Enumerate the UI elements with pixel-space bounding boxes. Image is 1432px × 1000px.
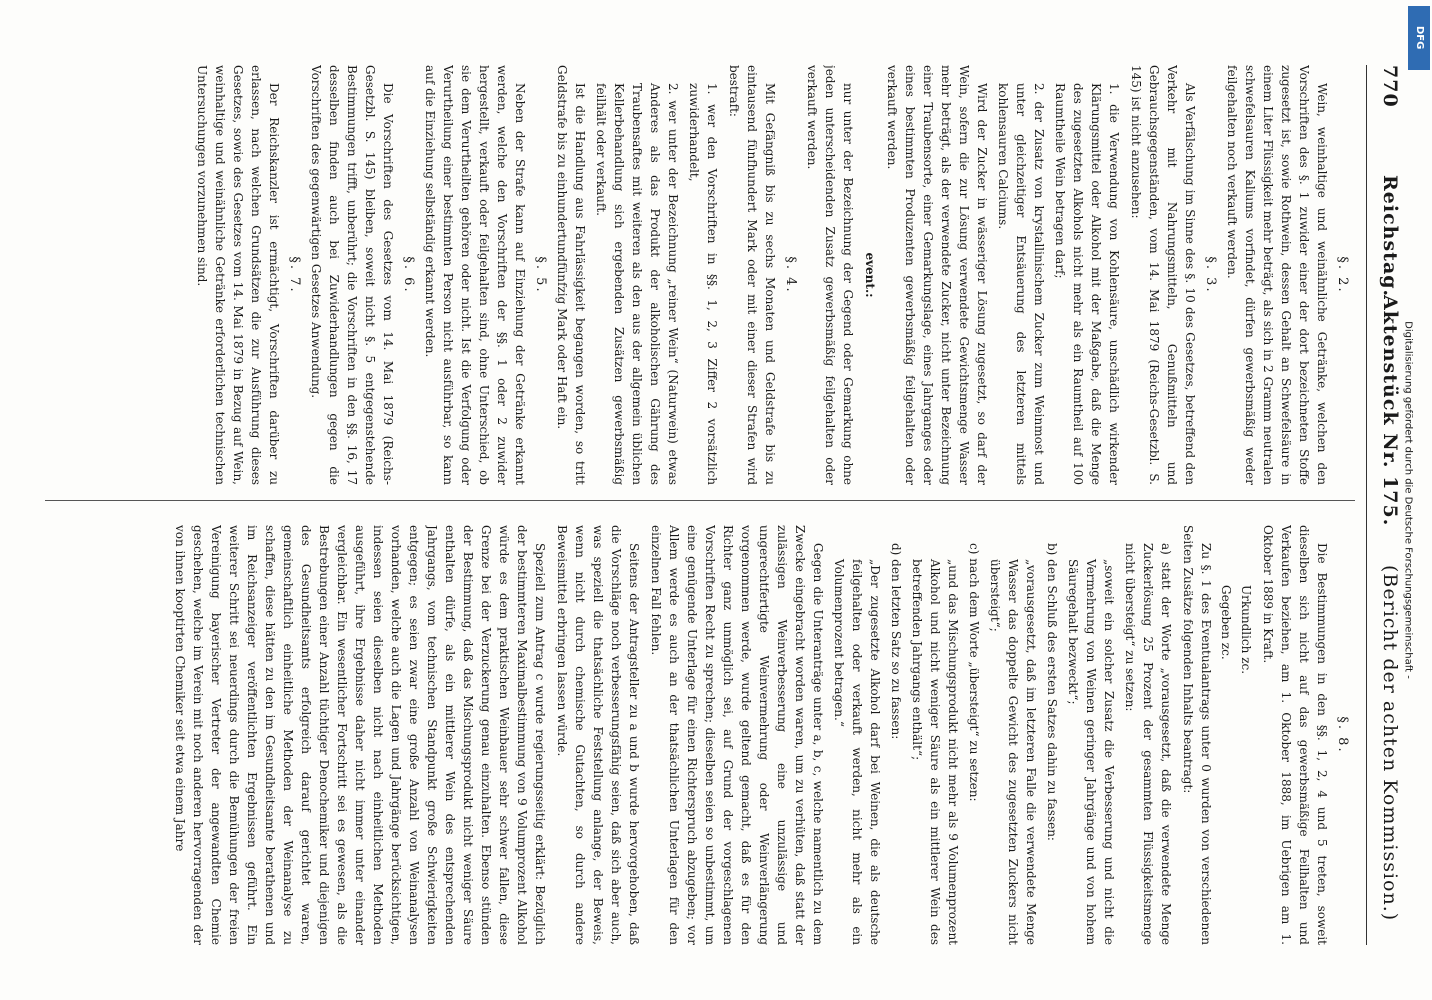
left-column-sec: §. 4. (783, 256, 798, 294)
right-column-quote: „soweit ein solcher Zusatz die Verbesserung und nicht die Vermehrung von Weinen geringer Jahrgänge und von hohem Säuregehalt bezweckt“; (1066, 559, 1116, 945)
header-left: Reichstag. (1379, 175, 1401, 298)
right-column-item: c) nach dem Worte „übersteigt“ zu setzen: (967, 543, 981, 802)
right-column (35, 525, 1355, 945)
right-column-quote: „Der zugesetzte Alkohol darf bei Weinen, die als deutsche feilgehalten oder verkauft werden, nicht mehr als ein Volumenprozent betragen.“ (832, 559, 882, 945)
left-column (35, 65, 1355, 485)
left-column-para: Der Reichskanzler ist ermächtigt, Vorschriften darüber zu erlassen, nach welchen Grundsätzen die zur Ausführung dieses Gesetzes, sowie des Gesetzes vom 14. Mai 1879 in Bezug auf Wein, weinhaltige und weinähnliche Getränke erforderlichen technischen Untersuchungen vorzunehmen sind. (195, 65, 281, 485)
right-column-quote: „und das Mischungsprodukt nicht mehr als 9 Volumenprozent Alkohol und nicht weniger Säure als ein mittlerer Wein des betreffenden Jahrgangs enthält“; (910, 559, 960, 945)
right-column-sig: Gegeben zc. (1219, 585, 1233, 660)
right-column-para: Seitens der Antragsteller zu a und b wurde hervorgehoben, daß die Vorschläge noch verbesserungsfähig seien, daß sich aber auch, was speziell die thatsächliche Feststellung anlange, der Beweis, wenn nicht durch chemische Gutachten, so durch andere Beweismittel erbringen lassen würde. (555, 525, 641, 945)
right-column-item: b) den Schluß des ersten Satzes dahin zu fassen: (1045, 543, 1059, 841)
dfg-logo: DFG (1408, 6, 1430, 70)
running-head (1365, 5, 1405, 995)
right-column-para: Gegen die Unteranträge unter a, b, c, welche namentlich zu dem Zwecke eingebracht worden waren, um zu verhüten, daß statt der zulässigen Weinverbesserung eine unzulässige und ungerechtfertigte Weinvermehrung oder Weinverlängerung vorgenommen werde, wurde geltend gemacht, daß es für den Richter ganz unmöglich sei, auf Grund der vorgeschlagenen Vorschriften Recht zu sprechen; dieselben seien so unbestimmt, um eine genügende Unterlage für einen Richterspruch abzugeben; vor Allem werde es auch an der thatsächlichen Unterlagen für den einzelnen Fall fehlen. (649, 525, 825, 945)
header-middle: Aktenstück Nr. 175. (1379, 295, 1401, 527)
column-separator (45, 500, 1355, 501)
right-column-sig: Urkundlich zc. (1239, 585, 1253, 675)
left-column-sec: §. 6. (401, 256, 416, 294)
digitization-credit: Digitalisierung gefördert durch die Deutsche Forschungsgemeinschaft - (1402, 321, 1414, 679)
right-column-quote: „vorausgesetzt, daß im letzteren Falle die verwendete Menge Wasser das doppelte Gewicht des zugesetzten Zuckers nicht übersteigt“; (988, 559, 1038, 945)
left-column-item: 1. wer den Vorschriften in §§. 1, 2, 3 Ziffer 2 vorsätzlich zuwiderhandelt, (687, 83, 719, 485)
right-column-item: a) statt der Worte „vorausgesetzt, daß die verwendete Menge Zuckerlösung 25 Prozent der gesammten Flüssigkeitsmenge nicht übersteigt“ zu setzen: (1123, 543, 1173, 945)
header-rule (1366, 65, 1367, 945)
left-column-sec: §. 7. (287, 256, 302, 294)
right-column-item: d) den letzten Satz so zu fassen: (889, 543, 903, 740)
left-column-item: 1. die Verwendung von Kohlensäure, unschädlich wirkender Klärungsmittel oder Alkohol mit der Maßgabe, daß die Menge des zugesetzten Alkohols nicht mehr als ein Raumtheil auf 100 Raumtheile Wein betragen darf; (1053, 83, 1121, 485)
left-column-para: Wird der Zucker in wässeriger Lösung zugesetzt, so darf der Wein, sofern die zur Lösung verwendete Gewichtsmenge Wasser mehr beträgt, als der verwendete Zucker, nicht unter Bezeichnung einer Traubensorte, einer Gemarkungslage, eines Jahrganges oder eines bestimmten Produzenten gewerbsmäßig feilgehalten oder verkauft werden. (885, 65, 989, 485)
left-column-para: Als Verfälschung im Sinne des §. 10 des Gesetzes, betreffend den Verkehr mit Nahrungsmitteln, Genußmitteln und Gebrauchsgegenständen, vom 14. Mai 1879 (Reichs-Gesetzbl. S. 145) ist nicht anzusehen: (1129, 65, 1197, 485)
right-column-para: Zu §. 1 des Eventualantrags unter 0 wurden von verschiedenen Seiten Zusätze folgenden Inhalts beantragt: (1181, 525, 1213, 945)
page-number: 770 (1379, 65, 1401, 108)
left-column-para: nur unter der Bezeichnung der Gegend oder Gemarkung ohne jeden unterscheidenden Zusatz gewerbsmäßig feilgehalten oder verkauft werden. (805, 65, 855, 485)
right-column-para: Speziell zum Antrag c wurde regierungsseitig erklärt: Bezüglich der bestimmteren Maximalbestimmung von 9 Volumprozent Alkohol würde es dem praktischen Weinbauer sehr schwer fallen, diese Grenze bei der Verzuckerung genau einzuhalten. Ebenso stünden der Bestimmung, daß das Mischungsprodukt nicht weniger Säure enthalten dürfe, als ein mittlerer Wein des entsprechenden Jahrgangs, vom technischen Standpunkt große Schwierigkeiten entgegen; es seien zwar eine große Anzahl von Weinanalysen vorhanden, welche auch die Lagen und Jahrgänge berücksichtigen, indessen seien dieselben nicht nach einheitlichen Methoden ausgeführt, ihre Ergebnisse daher nicht immer unter einander vergleichbar. Ein wesentlicher Fortschritt sei es gewesen, als die Bestrebungen einer Anzahl tüchtiger Denochemiker und diejenigen des Gesundheitsamts erfolgreich darauf gerichtet waren, gemeinschaftlich einheitliche Methoden der Weinanalyse zu schaffen, diese hätten zu den im Gesundheitsamte berathenen und im Reichsanzeiger veröffentlichten Ergebnissen geführt. Ein weiterer Schritt sei neuerdings durch die Bemühungen der freien Vereinigung bayerischer Vertreter der angewandten Chemie geschehen, welche im Verein mit noch anderen hervorragenden der von ihnen kooptirten Chemiker seit etwa einem Jahre (173, 525, 547, 945)
left-column-item: 2. wer unter der Bezeichnung „reiner Wein“ (Naturwein) etwas Anderes als das Produkt der alkoholischen Gährung des Traubensaftes mit weiteren als den aus der allgemein üblichen Kellerbehandlung sich ergebenden Zusätzen gewerbsmäßig feilhält oder verkauft. (594, 83, 680, 485)
printed-page (21, 5, 1411, 995)
right-column-sec: §. 8. (1335, 716, 1350, 754)
right-column-para: Die Bestimmungen in den §§. 1, 2, 4 und 5 treten, soweit dieselben sich nicht auf das gewerbsmäßige Feilhalten und Verkaufen beziehen, am 1. Oktober 1888, im Uebrigen am 1. Oktober 1889 in Kraft. (1261, 525, 1329, 945)
left-column-para: Neben der Strafe kann auf Einziehung der Getränke erkannt werden, welche den Vorschriften der §§. 1 oder 2 zuwider hergestellt, verkauft oder feilgehalten sind, ohne Unterschied, ob sie dem Verurtheilten gehören oder nicht. Ist die Verfolgung oder Verurtheilung einer bestimmten Person nicht ausführbar, so kann auf die Einziehung selbständig erkannt werden. (423, 65, 527, 485)
left-column-para: Ist die Handlung aus Fahrlässigkeit begangen worden, so tritt Geldstrafe bis zu einhundertundfünfzig Mark oder Haft ein. (555, 65, 587, 485)
left-column-para: Wein, weinhaltige und weinähnliche Getränke, welchen den Vorschriften des §. 1 zuwider einer der dort bezeichneten Stoffe zugesetzt ist, sowie Rothwein, dessen Gehalt an Schwefelsäure in einem Liter Flüssigkeit mehr beträgt, als sich in 2 Gramm neutralen schwefelsauren Kaliums vorfindet, dürfen gewerbsmäßig weder feilgehalten noch verkauft werden. (1225, 65, 1329, 485)
left-column-item: 2. der Zusatz von krystallinischem Zucker zum Weinmost und unter gleichzeitiger Entsäuerung des letzteren mittels kohlensauren Calciums. (996, 83, 1046, 485)
left-column-sec: §. 5. (533, 256, 548, 294)
left-column-sec: §. 3. (1203, 256, 1218, 294)
left-column-para: Mit Gefängniß bis zu sechs Monaten und Geldstrafe bis zu eintausend fünfhundert Mark oder mit einer dieser Strafen wird bestraft: (727, 65, 777, 485)
left-column-para: Die Vorschriften des Gesetzes vom 14. Mai 1879 (Reichs-Gesetzbl. S. 145) bleiben, soweit nicht §. 5 entgegenstehende Bestimmungen trifft, unberührt; die Vorschriften in den §§. 16, 17 desselben finden auch bei Zuwiderhandlungen gegen die Vorschriften des gegenwärtigen Gesetzes Anwendung. (309, 65, 395, 485)
left-column-evt: event.: (863, 252, 877, 298)
left-column-sec: §. 2. (1335, 256, 1350, 294)
header-right: (Bericht der achten Kommission.) (1379, 565, 1401, 922)
